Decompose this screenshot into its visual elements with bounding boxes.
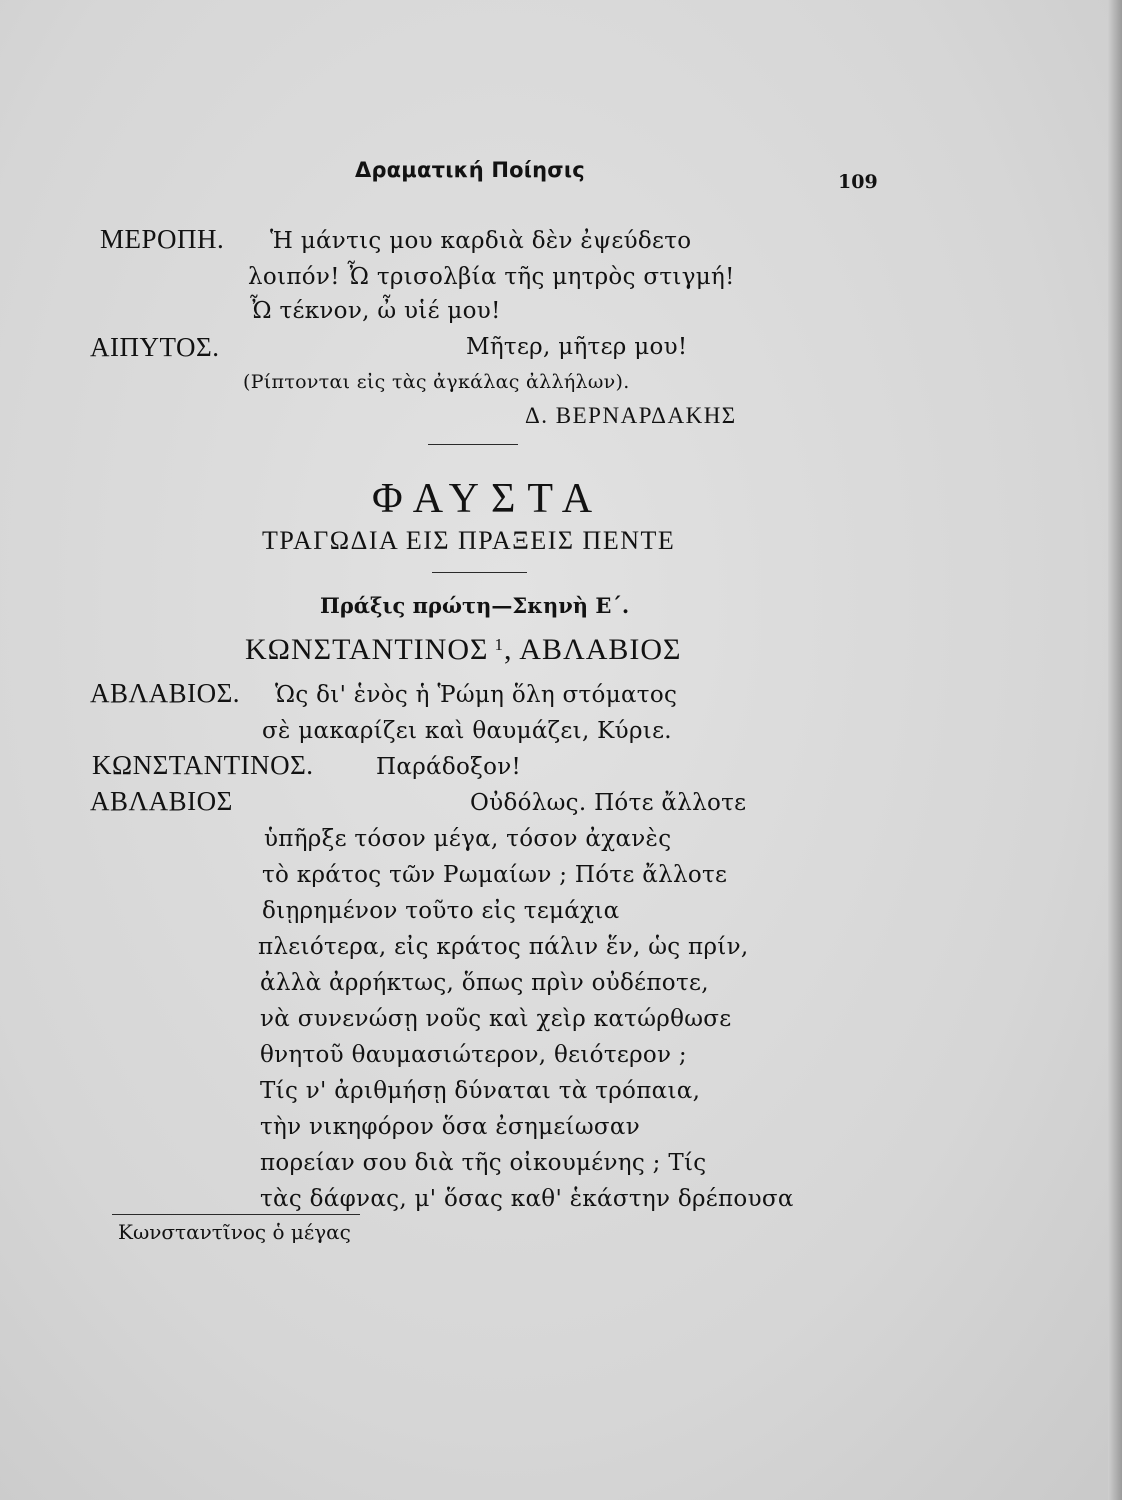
verse-line: Ὡς δι' ἑνὸς ἡ Ῥώμη ὅλη στόματος [275, 682, 678, 708]
verse-line: διῃρημένον τοῦτο εἰς τεμάχια [262, 898, 620, 924]
play-subtitle: ΤΡΑΓΩΔΙΑ ΕΙΣ ΠΡΑΞΕΙΣ ΠΕΝΤΕ [262, 526, 676, 555]
character-ablabios: , ΑΒΛΑΒΙΟΣ [503, 633, 682, 666]
author-signature: Δ. ΒΕΡΝΑΡΔΑΚΗΣ [525, 403, 737, 428]
page-number: 109 [838, 171, 878, 193]
verse-line: ἀλλὰ ἀρρήκτως, ὅπως πρὶν οὐδέποτε, [260, 970, 709, 996]
divider [432, 572, 527, 573]
page-edge-shadow [1108, 0, 1122, 1500]
verse-line: Οὐδόλως. Πότε ἄλλοτε [470, 790, 747, 816]
speaker-aipytos: ΑΙΠΥΤΟΣ. [90, 332, 220, 362]
verse-line: νὰ συνενώσῃ νοῦς καὶ χεὶρ κατώρθωσε [260, 1006, 732, 1032]
verse-line: Τίς ν' ἀριθμήσῃ δύναται τὰ τρόπαια, [260, 1078, 701, 1104]
verse-line: Μῆτερ, μῆτερ μου! [466, 334, 688, 360]
play-title: ΦΑΥΣΤΑ [372, 476, 605, 522]
verse-line: πλειότερα, εἰς κράτος πάλιν ἕν, ὡς πρίν, [258, 934, 749, 960]
running-title: Δραματική Ποίησις [355, 158, 585, 182]
footnote-marker: 1 [494, 635, 504, 654]
verse-line: πορείαν σου διὰ τῆς οἰκουμένης ; Τίς [260, 1150, 707, 1176]
verse-line: Ὦ τέκνον, ὦ υἱέ μου! [250, 298, 501, 324]
verse-line: σὲ μακαρίζει καὶ θαυμάζει, Κύριε. [262, 718, 672, 744]
verse-line: τὸ κράτος τῶν Ρωμαίων ; Πότε ἄλλοτε [262, 862, 728, 888]
stage-direction: (Ρίπτονται εἰς τὰς ἀγκάλας ἀλλήλων). [243, 371, 630, 393]
verse-line: θνητοῦ θαυμασιώτερον, θειότερον ; [260, 1042, 687, 1068]
speaker-merope: ΜΕΡΟΠΗ. [100, 224, 225, 254]
verse-line: Ἡ μάντις μου καρδιὰ δὲν ἐψεύδετο [270, 228, 692, 254]
verse-line: τὴν νικηφόρον ὅσα ἐσημείωσαν [260, 1114, 641, 1140]
speaker-ablabios: ΑΒΛΑΒΙΟΣ [90, 786, 233, 816]
verse-line: τὰς δάφνας, μ' ὅσας καθ' ἑκάστην δρέπουσα [260, 1186, 794, 1212]
verse-line: ὑπῆρξε τόσον μέγα, τόσον ἀχανὲς [264, 826, 672, 852]
scene-heading: Πράξις πρώτη—Σκηνὴ Ε΄. [320, 593, 630, 618]
speaker-constantine: ΚΩΝΣΤΑΝΤΙΝΟΣ. [92, 750, 314, 780]
characters-line [245, 635, 682, 665]
footnote-rule [112, 1214, 360, 1215]
verse-line: Παράδοξον! [376, 754, 522, 780]
speaker-ablabios: ΑΒΛΑΒΙΟΣ. [90, 678, 241, 708]
footnote-text: Κωνσταντῖνος ὁ μέγας [118, 1220, 351, 1244]
verse-line: λοιπόν! Ὦ τρισολβία τῆς μητρὸς στιγμή! [248, 264, 735, 290]
divider [428, 444, 518, 445]
character-constantine: ΚΩΝΣΤΑΝΤΙΝΟΣ [245, 633, 489, 666]
